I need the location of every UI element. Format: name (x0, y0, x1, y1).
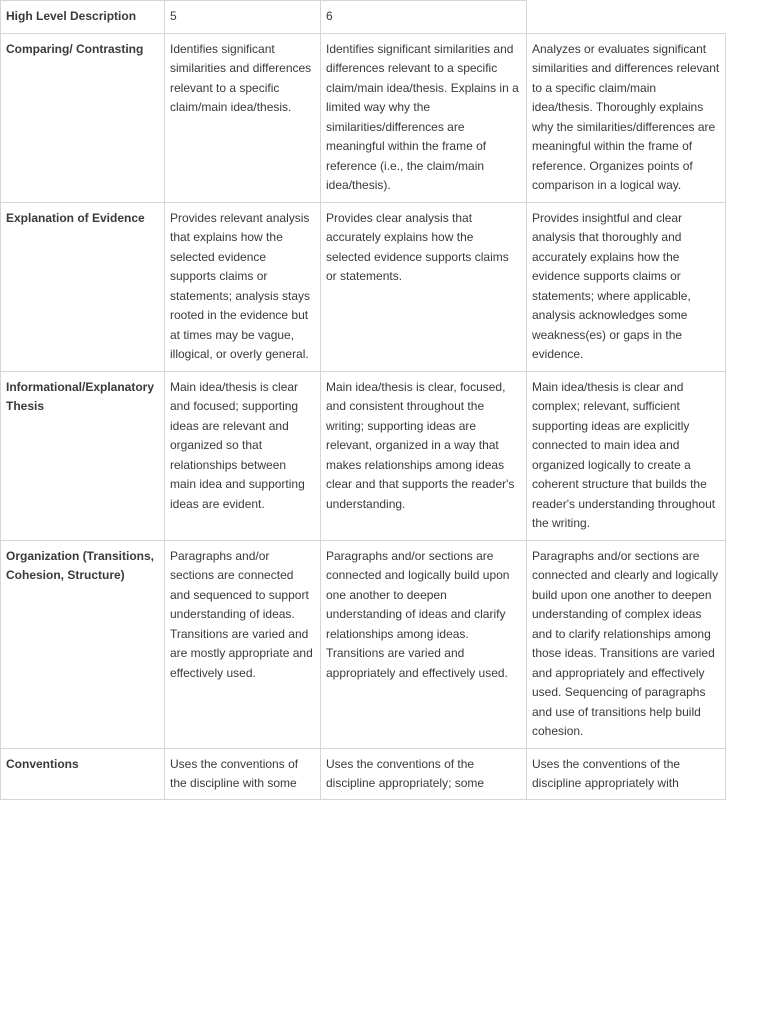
table-row (1, 540, 726, 748)
cell-level-7: Provides insightful and clear analysis that thoroughly and accurately explains how the evidence supports claims or statements; where applicable, analysis acknowledges some weakness(es) or gaps in the evidence. (527, 202, 726, 371)
row-label: Conventions (1, 748, 165, 799)
cell-level-6: Main idea/thesis is clear, focused, and consistent throughout the writing; supporting ideas are relevant, organized in a way that makes relationships among ideas clear and that supports the reader's understanding. (321, 371, 527, 540)
row-label: Informational/Explanatory Thesis (1, 371, 165, 540)
cell-level-5: Main idea/thesis is clear and focused; supporting ideas are relevant and organized so that relationships between main idea and supporting ideas are evident. (165, 371, 321, 540)
table-row (1, 33, 726, 202)
table-row (1, 371, 726, 540)
table-row (1, 202, 726, 371)
cell-level-5 (165, 748, 321, 799)
cell-text: Uses the conventions of the discipline with some (170, 756, 299, 790)
cell-level-6: Paragraphs and/or sections are connected and logically build upon one another to deepen understanding of ideas and clarify relationships among ideas. Transitions are varied and appropriately and effectively used. (321, 540, 527, 748)
header-level-6: 6 (321, 1, 527, 34)
cell-text: Uses the conventions of the discipline appropriately; some (326, 756, 485, 790)
cell-level-5: Paragraphs and/or sections are connected and sequenced to support understanding of ideas. Transitions are varied and are mostly appropriate and effectively used. (165, 540, 321, 748)
cell-level-7: Main idea/thesis is clear and complex; relevant, sufficient supporting ideas are explicitly connected to main idea and organized logically to create a coherent structure that builds the reader's understanding throughout the writing. (527, 371, 726, 540)
header-level-5: 5 (165, 1, 321, 34)
cell-level-6: Provides clear analysis that accurately explains how the selected evidence supports claims or statements. (321, 202, 527, 371)
cell-level-5: Identifies significant similarities and differences relevant to a specific claim/main idea/thesis. (165, 33, 321, 202)
header-empty-cell (527, 1, 726, 34)
table-row (1, 748, 726, 799)
header-description: High Level Description (1, 1, 165, 34)
cell-level-7 (527, 748, 726, 799)
row-label: Explanation of Evidence (1, 202, 165, 371)
cell-level-6: Identifies significant similarities and differences relevant to a specific claim/main idea/thesis. Explains in a limited way why the similarities/differences are meaningful within the frame of reference (i.e., the claim/main idea/thesis). (321, 33, 527, 202)
row-label: Organization (Transitions, Cohesion, Structure) (1, 540, 165, 748)
cell-level-5: Provides relevant analysis that explains how the selected evidence supports claims or statements; analysis stays rooted in the evidence but at times may be vague, illogical, or overly general. (165, 202, 321, 371)
row-label: Comparing/ Contrasting (1, 33, 165, 202)
cell-level-7: Analyzes or evaluates significant similarities and differences relevant to a specific claim/main idea/thesis. Thoroughly explains why the similarities/differences are meaningful within the frame of reference. Organizes points of comparison in a logical way. (527, 33, 726, 202)
cell-level-7: Paragraphs and/or sections are connected and clearly and logically build upon one another to deepen understanding of complex ideas and to clarify relationships among those ideas. Transitions are varied and appropriately and effectively used. Sequencing of paragraphs and use of transitions help build cohesion. (527, 540, 726, 748)
cell-level-6 (321, 748, 527, 799)
header-row (1, 1, 726, 34)
cell-text: Uses the conventions of the discipline appropriately with (532, 756, 681, 790)
